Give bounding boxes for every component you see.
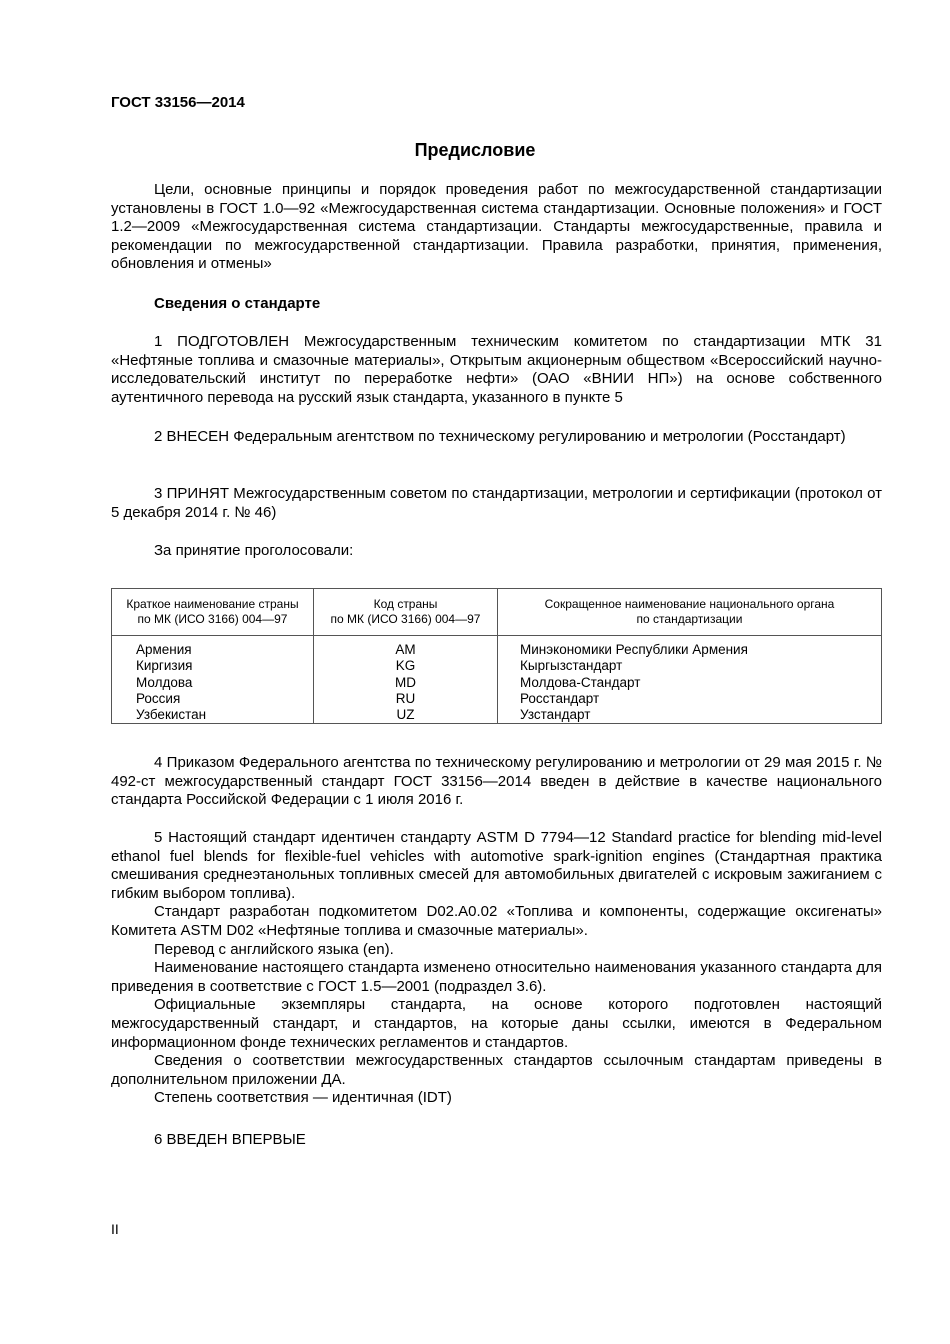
- item-1-text: 1 ПОДГОТОВЛЕН Межгосударственным техническим комитетом по стандартизации МТК 31 «Нефтяные топлива и смазочные материалы», Открытым акционерным обществом «Всероссийский научно-исследовательский институт по переработке нефти» (ОАО «ВНИИ НП») на основе собственного аутентичного перевода на русский язык стандарта, указанного в пункте 5: [111, 333, 882, 406]
- standards-bodies-cell: [498, 636, 882, 724]
- country-codes-cell: [314, 636, 498, 724]
- item-2-text: 2 ВНЕСЕН Федеральным агентством по техническому регулированию и метрологии (Росстандарт): [154, 428, 846, 445]
- item-5-paragraph: Наименование настоящего стандарта изменено относительно наименования указанного стандарта для приведения в соответствие с ГОСТ 1.5—2001 (подраздел 3.6).: [111, 959, 882, 995]
- table-row-body: Росстандарт: [520, 690, 600, 706]
- vote-label: [111, 542, 882, 561]
- item-5-paragraph: Степень соответствия — идентичная (IDT): [154, 1089, 452, 1107]
- table-row-body: Молдова-Стандарт: [520, 674, 641, 690]
- table-row-code: RU: [395, 690, 416, 706]
- item-3: [111, 485, 882, 522]
- item-5-paragraph: Сведения о соответствии межгосударственных стандартов ссылочным стандартам приведены в дополнительном приложении ДА.: [111, 1052, 882, 1088]
- table-row-country: Армения: [136, 642, 192, 657]
- item-5-paragraph: Перевод с английского языка (en).: [154, 940, 394, 958]
- table-row-body: Узстандарт: [520, 707, 591, 723]
- item-2: [111, 428, 882, 447]
- table-row-code: MD: [395, 674, 416, 690]
- item-4-text: 4 Приказом Федерального агентства по техническому регулированию и метрологии от 29 мая 2015 г. № 492-ст межгосударственный стандарт ГОСТ 33156—2014 введен в действие в качестве национального стандарта Российской Федерации с 1 июля 2016 г.: [111, 754, 882, 809]
- item-1: [111, 333, 882, 407]
- intro-text: Цели, основные принципы и порядок проведения работ по межгосударственной стандартизации установлены в ГОСТ 1.0—92 «Межгосударственная система стандартизации. Основные положения» и ГОСТ 1.2—2009 «Межгосударственная система стандартизации. Стандарты межгосударственные, правила и рекомендации по межгосударственной стандартизации. Правила разработки, принятия, применения, обновления и отмены»: [111, 181, 882, 273]
- intro-paragraph: [111, 181, 882, 274]
- table-row-country: Молдова: [136, 674, 193, 690]
- table-body-row: [112, 636, 882, 724]
- page-number: II: [111, 1221, 119, 1237]
- subheading-text: Сведения о стандарте: [154, 295, 321, 312]
- page-title: Предисловие: [414, 140, 536, 160]
- header-standards-body: Сокращенное наименование национального органа по стандартизации: [498, 589, 882, 636]
- document-code: ГОСТ 33156—2014: [111, 94, 245, 111]
- country-names-cell: [112, 636, 314, 724]
- item-5-paragraph: Официальные экземпляры стандарта, на основе которого подготовлен настоящий межгосударственный стандарт, и стандартов, на которые даны ссылки, имеются в Федеральном информационном фонде технических регламентов и стандартов.: [111, 996, 882, 1051]
- standard-info-heading: [111, 295, 882, 314]
- table-row-code: UZ: [396, 707, 415, 723]
- item-5-paragraph: 5 Настоящий стандарт идентичен стандарту ASTM D 7794—12 Standard practice for blending mid-level ethanol fuel blends for flexible-fuel vehicles with automotive spark-ignition engines (Стандартная практика смешивания среднеэтанольных топливных смесей для автомобильных двигателей с искровым зажиганием с гибким выбором топлива).: [111, 829, 882, 902]
- header-country-name: Краткое наименование страны по МК (ИСО 3166) 004—97: [112, 589, 314, 636]
- item-6-text: 6 ВВЕДЕН ВПЕРВЫЕ: [154, 1131, 306, 1148]
- item-3-text: 3 ПРИНЯТ Межгосударственным советом по стандартизации, метрологии и сертификации (протокол от 5 декабря 2014 г. № 46): [111, 485, 882, 521]
- table-row-body: Кыргызстандарт: [520, 658, 623, 674]
- countries-table: [111, 588, 882, 724]
- vote-label-text: За принятие проголосовали:: [154, 542, 354, 559]
- header-country-code: Код страны по МК (ИСО 3166) 004—97: [314, 589, 498, 636]
- table-row-country: Узбекистан: [136, 707, 207, 723]
- item-5-paragraph: Стандарт разработан подкомитетом D02.A0.02 «Топлива и компоненты, содержащие оксигенаты» Комитета ASTM D02 «Нефтяные топлива и смазочные материалы».: [111, 903, 882, 939]
- item-5: [111, 829, 882, 1108]
- table-row-code: KG: [395, 658, 416, 674]
- item-4: [111, 754, 882, 810]
- table-row-body: Минэкономики Республики Армения: [520, 642, 748, 657]
- table-row-code: AM: [395, 642, 416, 657]
- table-header-row: [112, 589, 882, 636]
- table-row-country: Киргизия: [136, 658, 193, 674]
- table-row-country: Россия: [136, 690, 181, 706]
- item-6: [111, 1131, 882, 1150]
